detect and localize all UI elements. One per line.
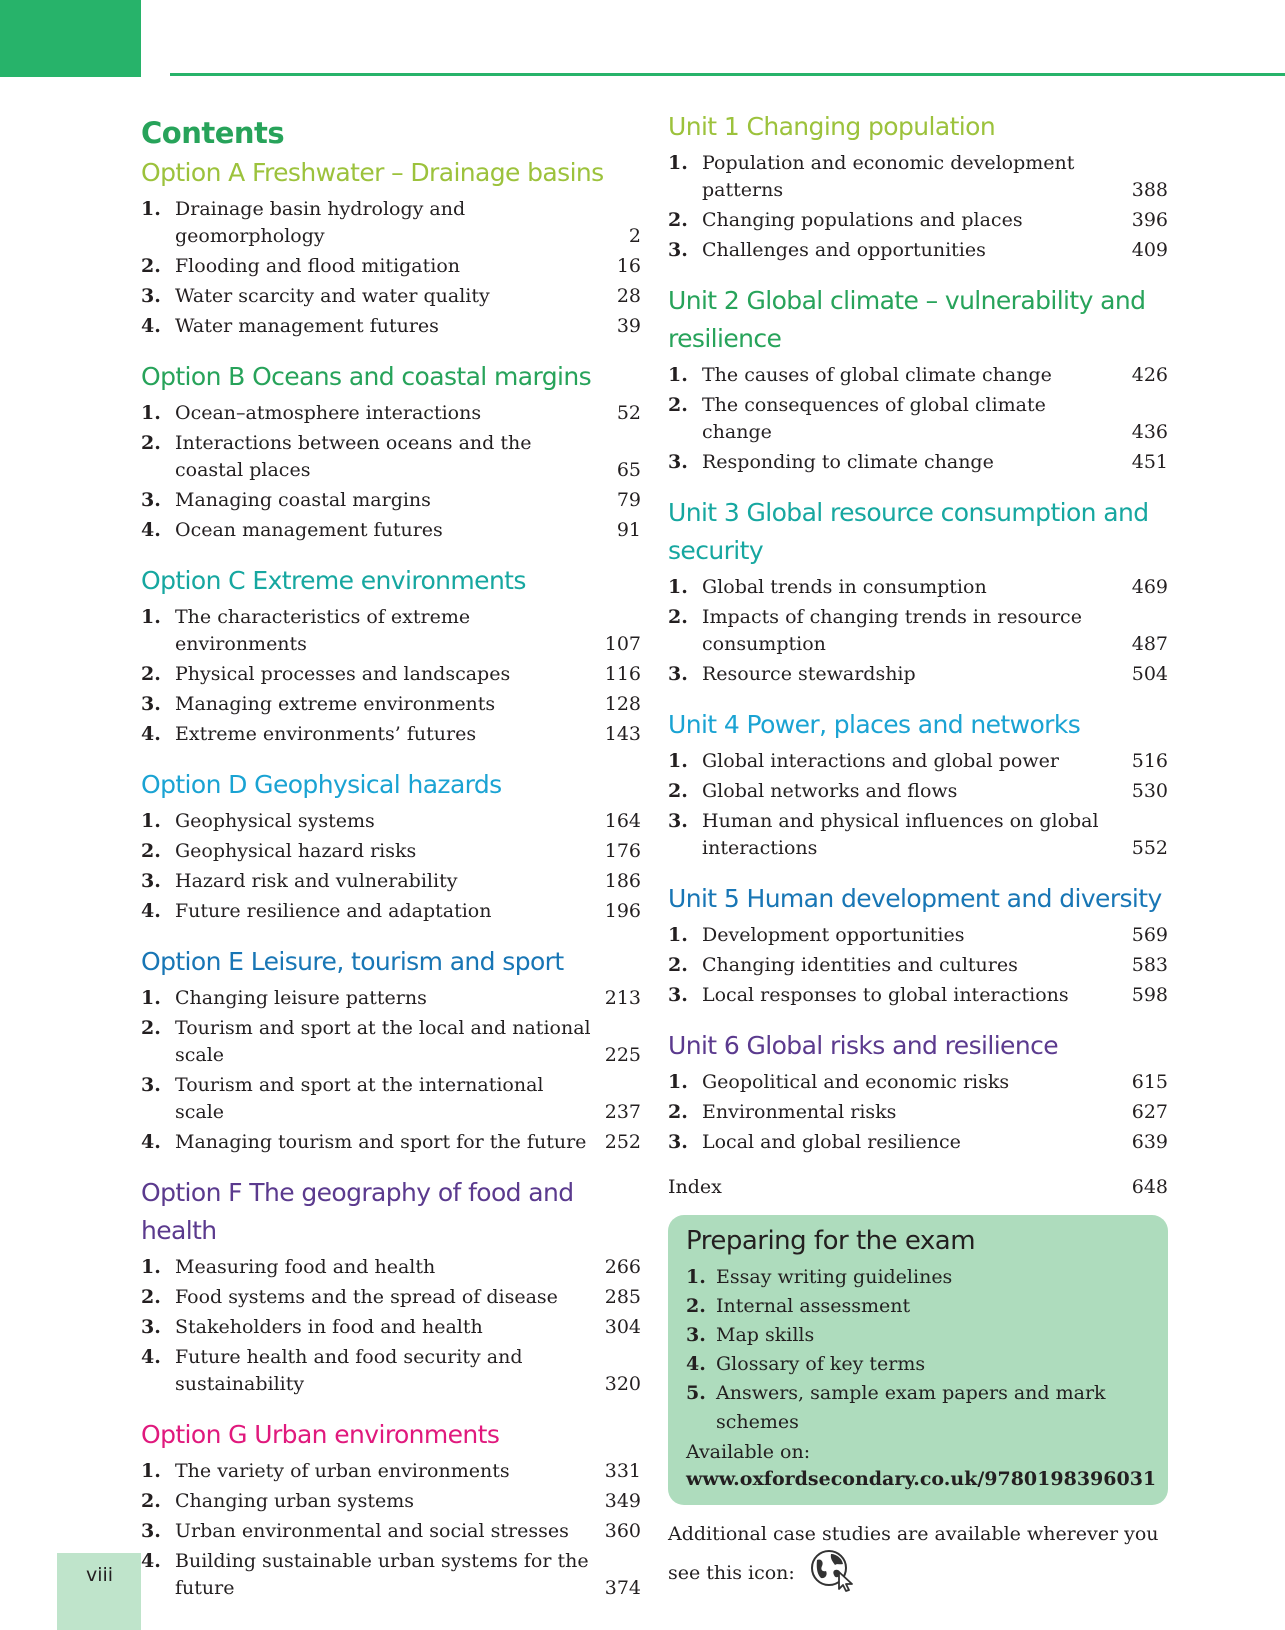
entry-number: 3.	[668, 810, 688, 832]
options-list	[141, 154, 641, 1602]
entry-page-number: 196	[604, 900, 641, 922]
entry-number: 2.	[668, 606, 688, 628]
toc-entry[interactable]	[668, 922, 1168, 949]
contents-right-column	[668, 108, 1168, 1600]
entry-title: Food systems and the spread of disease	[175, 1286, 558, 1308]
toc-entry[interactable]	[141, 985, 641, 1012]
entry-title: Future health and food security and sustainability	[175, 1346, 523, 1395]
entry-number: 3.	[668, 984, 688, 1006]
entry-number: 2.	[668, 394, 688, 416]
unit-section	[668, 494, 1168, 688]
unit-entries	[668, 922, 1168, 1009]
toc-entry[interactable]	[668, 449, 1168, 476]
entry-number: 3.	[668, 663, 688, 685]
toc-entry[interactable]	[668, 574, 1168, 601]
option-entries	[141, 808, 641, 925]
toc-entry[interactable]	[668, 952, 1168, 979]
entry-number: 1.	[686, 1266, 706, 1288]
entry-title: The consequences of global climate change	[702, 394, 1046, 443]
entry-number: 1.	[668, 576, 688, 598]
toc-entry[interactable]	[668, 362, 1168, 389]
option-heading: Option G Urban environments	[141, 1420, 500, 1449]
entry-page-number: 28	[616, 285, 641, 307]
entry-number: 4.	[686, 1353, 706, 1375]
option-heading: Option F The geography of food and health	[141, 1178, 574, 1245]
option-section	[141, 1174, 641, 1398]
toc-entry[interactable]	[141, 253, 641, 280]
unit-entries	[668, 362, 1168, 476]
entry-title: Global networks and flows	[702, 780, 958, 802]
toc-entry[interactable]	[141, 517, 641, 544]
toc-entry[interactable]	[141, 1072, 641, 1126]
entry-title: Water scarcity and water quality	[175, 285, 490, 307]
entry-title: Answers, sample exam papers and mark schemes	[716, 1382, 1106, 1433]
entry-page-number: 285	[604, 1286, 641, 1308]
entry-title: Measuring food and health	[175, 1256, 436, 1278]
toc-entry[interactable]	[668, 604, 1168, 658]
option-entries	[141, 400, 641, 544]
unit-section	[668, 880, 1168, 1009]
entry-title: Managing coastal margins	[175, 489, 431, 511]
entry-title: Local responses to global interactions	[702, 984, 1069, 1006]
entry-page-number: 388	[1131, 179, 1168, 201]
entry-number: 4.	[141, 1550, 161, 1572]
entry-title: Urban environmental and social stresses	[175, 1520, 569, 1542]
entry-number: 3.	[141, 489, 161, 511]
entry-title: Environmental risks	[702, 1101, 897, 1123]
toc-entry[interactable]	[141, 838, 641, 865]
entry-number: 1.	[141, 1256, 161, 1278]
exam-prep-item[interactable]	[686, 1379, 1150, 1437]
entry-page-number: 186	[604, 870, 641, 892]
toc-entry[interactable]	[668, 661, 1168, 688]
toc-entry[interactable]	[668, 778, 1168, 805]
entry-title: Flooding and flood mitigation	[175, 255, 461, 277]
entry-title: The characteristics of extreme environments	[175, 606, 471, 655]
toc-entry[interactable]	[141, 1129, 641, 1156]
toc-entry[interactable]	[668, 808, 1168, 862]
entry-page-number: 396	[1131, 209, 1168, 231]
entry-page-number: 552	[1131, 837, 1168, 859]
entry-number: 3.	[141, 1316, 161, 1338]
entry-number: 1.	[141, 198, 161, 220]
entry-page-number: 65	[616, 459, 641, 481]
entry-title: Local and global resilience	[702, 1131, 961, 1153]
entry-title: Responding to climate change	[702, 451, 994, 473]
toc-entry[interactable]	[668, 1069, 1168, 1096]
entry-number: 2.	[668, 209, 688, 231]
page-number: viii	[86, 1564, 114, 1586]
option-heading: Option E Leisure, tourism and sport	[141, 947, 564, 976]
unit-entries	[668, 748, 1168, 862]
entry-page-number: 116	[604, 663, 641, 685]
entry-title: Water management futures	[175, 315, 439, 337]
entry-number: 2.	[668, 1101, 688, 1123]
toc-entry[interactable]	[141, 283, 641, 310]
entry-page-number: 436	[1131, 421, 1168, 443]
entry-number: 2.	[668, 780, 688, 802]
entry-title: Impacts of changing trends in resource consumption	[702, 606, 1082, 655]
entry-title: Resource stewardship	[702, 663, 916, 685]
toc-entry[interactable]	[141, 196, 641, 250]
toc-entry[interactable]	[141, 691, 641, 718]
toc-entry[interactable]	[141, 1458, 641, 1485]
toc-entry[interactable]	[141, 487, 641, 514]
entry-page-number: 516	[1131, 750, 1168, 772]
toc-entry[interactable]	[141, 661, 641, 688]
index-label: Index	[668, 1176, 722, 1198]
entry-number: 4.	[141, 315, 161, 337]
entry-number: 4.	[141, 900, 161, 922]
unit-heading: Unit 1 Changing population	[668, 112, 996, 141]
entry-title: Human and physical influences on global interactions	[702, 810, 1099, 859]
toc-entry[interactable]	[141, 313, 641, 340]
entry-page-number: 360	[604, 1520, 641, 1542]
exam-prep-item[interactable]	[686, 1321, 1150, 1350]
entry-page-number: 487	[1131, 633, 1168, 655]
entry-page-number: 128	[604, 693, 641, 715]
exam-prep-box	[668, 1215, 1168, 1505]
entry-title: Hazard risk and vulnerability	[175, 870, 458, 892]
entry-number: 3.	[141, 693, 161, 715]
entry-number: 1.	[668, 924, 688, 946]
unit-heading: Unit 5 Human development and diversity	[668, 884, 1162, 913]
unit-section	[668, 1027, 1168, 1156]
entry-title: Changing leisure patterns	[175, 987, 427, 1009]
toc-entry[interactable]	[141, 808, 641, 835]
toc-entry[interactable]	[141, 1314, 641, 1341]
toc-entry[interactable]	[141, 430, 641, 484]
option-entries	[141, 1254, 641, 1398]
entry-title: Geophysical systems	[175, 810, 375, 832]
option-heading: Option D Geophysical hazards	[141, 770, 502, 799]
entry-page-number: 569	[1131, 924, 1168, 946]
exam-prep-list	[686, 1263, 1150, 1437]
option-entries	[141, 1458, 641, 1602]
entry-page-number: 530	[1131, 780, 1168, 802]
entry-title: Changing populations and places	[702, 209, 1023, 231]
entry-number: 3.	[668, 1131, 688, 1153]
entry-title: Population and economic development patterns	[702, 152, 1075, 201]
toc-entry[interactable]	[668, 392, 1168, 446]
option-entries	[141, 604, 641, 748]
entry-number: 4.	[141, 1346, 161, 1368]
case-study-text: Additional case studies are available wherever you see this icon:	[668, 1523, 1159, 1584]
entry-page-number: 615	[1131, 1071, 1168, 1093]
option-heading: Option B Oceans and coastal margins	[141, 362, 591, 391]
entry-page-number: 79	[616, 489, 641, 511]
unit-entries	[668, 150, 1168, 264]
entry-page-number: 164	[604, 810, 641, 832]
entry-title: Tourism and sport at the local and national scale	[175, 1017, 591, 1066]
entry-number: 1.	[141, 402, 161, 424]
toc-entry[interactable]	[141, 1488, 641, 1515]
option-section	[141, 358, 641, 544]
entry-page-number: 107	[604, 633, 641, 655]
toc-entry[interactable]	[141, 1344, 641, 1398]
entry-number: 1.	[668, 364, 688, 386]
toc-entry[interactable]	[668, 237, 1168, 264]
toc-entry[interactable]	[141, 898, 641, 925]
option-section	[141, 943, 641, 1156]
entry-number: 2.	[141, 432, 161, 454]
entry-title: Changing urban systems	[175, 1490, 414, 1512]
entry-number: 2.	[668, 954, 688, 976]
entry-number: 3.	[141, 1074, 161, 1096]
option-section	[141, 154, 641, 340]
entry-title: Development opportunities	[702, 924, 965, 946]
entry-title: Tourism and sport at the international scale	[175, 1074, 544, 1123]
entry-page-number: 39	[616, 315, 641, 337]
entry-page-number: 320	[604, 1373, 641, 1395]
entry-number: 1.	[141, 987, 161, 1009]
entry-number: 3.	[141, 285, 161, 307]
entry-page-number: 598	[1131, 984, 1168, 1006]
corner-color-block	[0, 0, 141, 77]
entry-title: Interactions between oceans and the coastal places	[175, 432, 532, 481]
option-heading: Option A Freshwater – Drainage basins	[141, 158, 604, 187]
entry-title: Internal assessment	[716, 1295, 911, 1317]
entry-page-number: 627	[1131, 1101, 1168, 1123]
unit-entries	[668, 1069, 1168, 1156]
entry-number: 1.	[141, 810, 161, 832]
exam-prep-title: Preparing for the exam	[686, 1226, 976, 1256]
entry-page-number: 225	[604, 1044, 641, 1066]
exam-available-label: Available on:	[686, 1441, 811, 1463]
entry-number: 3.	[668, 239, 688, 261]
entry-page-number: 143	[604, 723, 641, 745]
entry-number: 2.	[141, 255, 161, 277]
entry-title: Global interactions and global power	[702, 750, 1059, 772]
entry-page-number: 504	[1131, 663, 1168, 685]
unit-section	[668, 108, 1168, 264]
entry-title: Building sustainable urban systems for the future	[175, 1550, 589, 1599]
entry-page-number: 639	[1131, 1131, 1168, 1153]
option-section	[141, 1416, 641, 1602]
entry-page-number: 237	[604, 1101, 641, 1123]
entry-title: The causes of global climate change	[702, 364, 1052, 386]
unit-section	[668, 706, 1168, 862]
entry-title: Essay writing guidelines	[716, 1266, 953, 1288]
entry-title: Extreme environments’ futures	[175, 723, 477, 745]
entry-title: Ocean management futures	[175, 519, 443, 541]
entry-title: Changing identities and cultures	[702, 954, 1018, 976]
entry-number: 3.	[668, 451, 688, 473]
entry-number: 2.	[686, 1295, 706, 1317]
toc-entry[interactable]	[141, 1548, 641, 1602]
toc-entry[interactable]	[141, 1518, 641, 1545]
entry-number: 2.	[141, 1286, 161, 1308]
entry-number: 1.	[141, 606, 161, 628]
units-list	[668, 108, 1168, 1156]
entry-number: 4.	[141, 723, 161, 745]
toc-entry[interactable]	[668, 1099, 1168, 1126]
exam-prep-item[interactable]	[686, 1292, 1150, 1321]
toc-entry[interactable]	[141, 868, 641, 895]
entry-number: 2.	[141, 663, 161, 685]
toc-entry[interactable]	[668, 207, 1168, 234]
entry-page-number: 91	[616, 519, 641, 541]
entry-title: Ocean–atmosphere interactions	[175, 402, 482, 424]
toc-entry[interactable]	[668, 982, 1168, 1009]
entry-number: 1.	[668, 152, 688, 174]
entry-number: 4.	[141, 519, 161, 541]
entry-title: Stakeholders in food and health	[175, 1316, 483, 1338]
option-entries	[141, 985, 641, 1156]
unit-heading: Unit 3 Global resource consumption and security	[668, 498, 1149, 565]
unit-section	[668, 282, 1168, 476]
entry-number: 1.	[141, 1460, 161, 1482]
entry-title: Managing extreme environments	[175, 693, 496, 715]
index-entry[interactable]	[668, 1174, 1168, 1201]
unit-heading: Unit 4 Power, places and networks	[668, 710, 1081, 739]
entry-title: Geopolitical and economic risks	[702, 1071, 1010, 1093]
exam-url-link[interactable]: www.oxfordsecondary.co.uk/9780198396031	[686, 1468, 1157, 1490]
entry-title: Glossary of key terms	[716, 1353, 926, 1375]
option-entries	[141, 196, 641, 340]
entry-page-number: 451	[1131, 451, 1168, 473]
entry-title: Challenges and opportunities	[702, 239, 986, 261]
entry-page-number: 426	[1131, 364, 1168, 386]
entry-number: 1.	[668, 750, 688, 772]
globe-cursor-icon	[809, 1548, 857, 1600]
case-study-note	[668, 1521, 1168, 1600]
page-title: Contents	[141, 116, 285, 150]
entry-number: 3.	[141, 1520, 161, 1542]
entry-page-number: 52	[616, 402, 641, 424]
entry-number: 3.	[686, 1324, 706, 1346]
entry-page-number: 469	[1131, 576, 1168, 598]
entry-page-number: 176	[604, 840, 641, 862]
toc-entry[interactable]	[668, 748, 1168, 775]
entry-number: 1.	[668, 1071, 688, 1093]
entry-title: Global trends in consumption	[702, 576, 987, 598]
unit-heading: Unit 2 Global climate – vulnerability and resilience	[668, 286, 1146, 353]
entry-title: The variety of urban environments	[175, 1460, 510, 1482]
option-section	[141, 562, 641, 748]
entry-page-number: 252	[604, 1131, 641, 1153]
entry-page-number: 16	[616, 255, 641, 277]
option-section	[141, 766, 641, 925]
entry-number: 2.	[141, 840, 161, 862]
unit-entries	[668, 574, 1168, 688]
entry-number: 2.	[141, 1490, 161, 1512]
exam-availability	[686, 1439, 1157, 1493]
entry-title: Future resilience and adaptation	[175, 900, 492, 922]
entry-page-number: 2	[628, 225, 641, 247]
toc-entry[interactable]	[141, 1254, 641, 1281]
entry-number: 3.	[141, 870, 161, 892]
toc-entry[interactable]	[141, 1015, 641, 1069]
entry-page-number: 213	[604, 987, 641, 1009]
entry-page-number: 266	[604, 1256, 641, 1278]
entry-number: 4.	[141, 1131, 161, 1153]
entry-number: 5.	[686, 1382, 706, 1404]
entry-page-number: 409	[1131, 239, 1168, 261]
exam-prep-item[interactable]	[686, 1263, 1150, 1292]
toc-entry[interactable]	[141, 400, 641, 427]
toc-entry[interactable]	[141, 721, 641, 748]
entry-page-number: 374	[604, 1577, 641, 1599]
entry-page-number: 349	[604, 1490, 641, 1512]
toc-entry[interactable]	[141, 604, 641, 658]
entry-title: Drainage basin hydrology and geomorphology	[175, 198, 466, 247]
toc-entry[interactable]	[141, 1284, 641, 1311]
index-page: 648	[1131, 1176, 1168, 1198]
option-heading: Option C Extreme environments	[141, 566, 526, 595]
unit-heading: Unit 6 Global risks and resilience	[668, 1031, 1058, 1060]
entry-page-number: 583	[1131, 954, 1168, 976]
header-rule	[170, 73, 1285, 76]
exam-prep-item[interactable]	[686, 1350, 1150, 1379]
entry-title: Map skills	[716, 1324, 815, 1346]
entry-page-number: 331	[604, 1460, 641, 1482]
toc-entry[interactable]	[668, 1129, 1168, 1156]
entry-title: Geophysical hazard risks	[175, 840, 417, 862]
entry-number: 2.	[141, 1017, 161, 1039]
entry-title: Physical processes and landscapes	[175, 663, 511, 685]
entry-title: Managing tourism and sport for the future	[175, 1131, 587, 1153]
toc-entry[interactable]	[668, 150, 1168, 204]
entry-page-number: 304	[604, 1316, 641, 1338]
contents-left-column	[141, 108, 641, 1620]
